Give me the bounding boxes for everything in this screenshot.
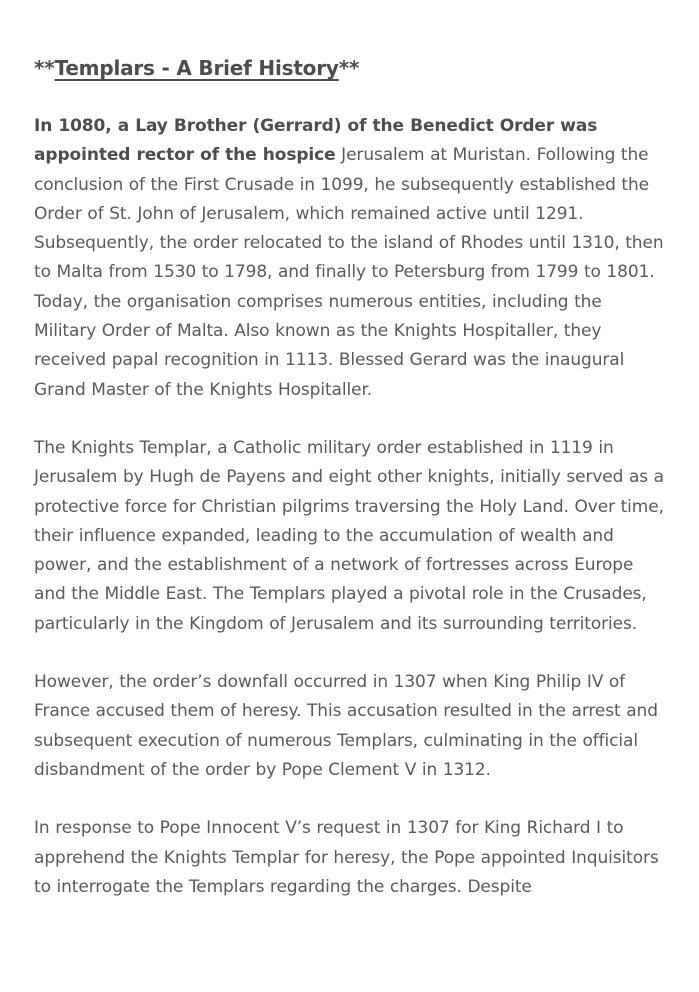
title-suffix: ** [338,56,360,80]
paragraph-downfall [34,668,669,785]
document-title [34,54,669,82]
paragraph-templar-origins [34,434,669,639]
paragraph-text: However, the order’s downfall occurred in 1307 when King Philip IV of France accused them of heresy. This accusation resulted in the arrest and subsequent execution of numerous Templars, culminating in the official disbandment of the order by Pope Clement V in 1312. [34,672,658,780]
paragraph-text: Jerusalem at Muristan. Following the conclusion of the First Crusade in 1099, he subsequently established the Order of St. John of Jerusalem, which remained active until 1291. Subsequently, the order relocated to the island of Rhodes until 1310, then to Malta from 1530 to 1798, and finally to Petersburg from 1799 to 1801. Today, the organisation comprises numerous entities, including the Military Order of Malta. Also known as the Knights Hospitaller, they received papal recognition in 1113. Blessed Gerard was the inaugural Grand Master of the Knights Hospitaller. [34,145,664,400]
paragraph-inquisition [34,814,669,902]
paragraph-bold-lead: In 1080, a Lay Brother (Gerrard) of the Benedict Order was appointed rector of the hospice [34,116,598,166]
title-prefix: ** [34,56,55,80]
paragraph-text: The Knights Templar, a Catholic military order established in 1119 in Jerusalem by Hugh de Payens and eight other knights, initially served as a protective force for Christian pilgrims traversing the Holy Land. Over time, their influence expanded, leading to the accumulation of wealth and power, and the establishment of a network of fortresses across Europe and the Middle East. The Templars played a pivotal role in the Crusades, particularly in the Kingdom of Jerusalem and its surrounding territories. [34,437,664,634]
paragraph-text: In response to Pope Innocent V’s request in 1307 for King Richard I to apprehend the Knights Templar for heresy, the Pope appointed Inquisitors to interrogate the Templars regarding the charges. Despite [34,818,659,897]
paragraph-hospitallers [34,112,669,405]
title-text: Templars - A Brief History [54,56,339,80]
